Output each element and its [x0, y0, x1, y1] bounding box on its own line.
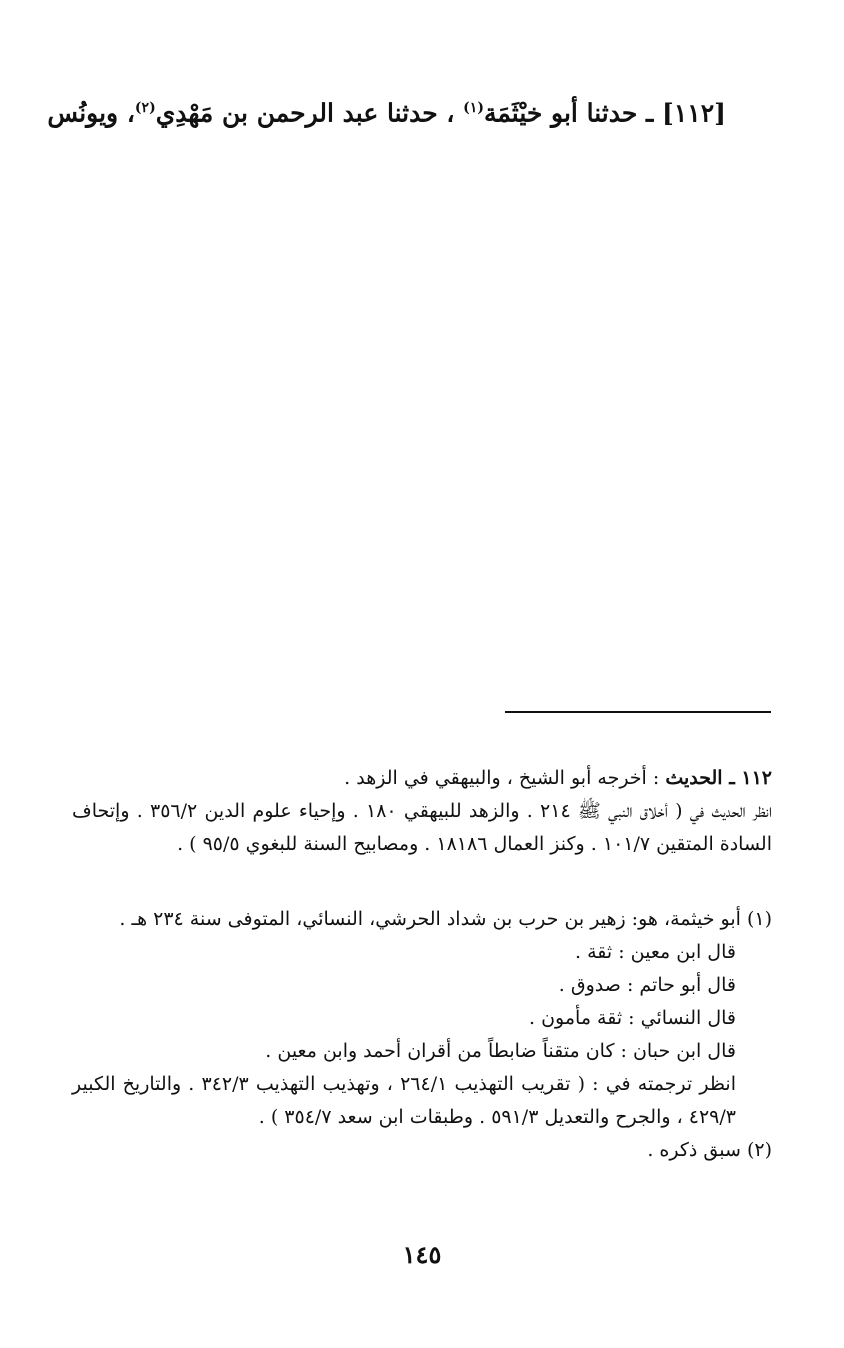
footnote-1-refs: انظر ترجمته في : ( تقريب التهذيب ٢٦٤/١ ، وتهذيب التهذيب ٣٤٢/٣ . والتاريخ الكبير ٤٢٩/٣ ، والجرح والتعديل ٥٩١/٣ . وطبقات ابن سعد ٣٥٤/٧ ) . — [72, 1073, 736, 1128]
footnote-1-quote: قال أبو حاتم : صدوق . — [558, 974, 736, 996]
page-number: ١٤٥ — [402, 1240, 442, 1269]
takhrij-heading-line — [72, 762, 772, 795]
takhrij-body: انظر الحديث في ( أخلاق النبي ﷺ ٢١٤ . والزهد للبيهقي ١٨٠ . وإحياء علوم الدين ٣٥٦/٢ . وإتحاف السادة المتقين ١٠١/٧ . وكنز العمال ١٨١٨٦ . ومصابيح السنة للبغوي ٩٥/٥ ) . — [72, 800, 772, 855]
chain-segment-1: حدثنا أبو خيْثَمَة — [483, 98, 638, 128]
hadith-chain-line — [47, 88, 726, 133]
footnote-divider — [505, 711, 771, 713]
footnote-ref-2[interactable]: (٢) — [134, 100, 156, 116]
takhrij-line1: : أخرجه أبو الشيخ ، والبيهقي في الزهد . — [344, 767, 660, 789]
footnote-1-quote: قال ابن حبان : كان متقناً ضابطاً من أقران أحمد وابن معين . — [265, 1040, 736, 1062]
footnote-ref-1[interactable]: (١) — [463, 100, 484, 116]
footnote-1-intro: (١) أبو خيثمة، هو: زهير بن حرب بن شداد الحرشي، النسائي، المتوفى سنة ٢٣٤ هـ . — [119, 908, 772, 930]
hadith-number: [١١٢] ـ — [646, 98, 726, 128]
footnote-1-quote: قال النسائي : ثقة مأمون . — [529, 1007, 736, 1029]
takhrij-head: ١١٢ ـ الحديث — [665, 767, 772, 789]
chain-segment-2: ، حدثنا عبد الرحمن بن مَهْدِي — [155, 98, 455, 128]
chain-segment-3: ، ويونُس — [47, 98, 135, 128]
footnote-1-quote: قال ابن معين : ثقة . — [575, 941, 736, 963]
footnotes-section — [72, 762, 772, 1167]
footnote-2: (٢) سبق ذكره . — [647, 1139, 772, 1161]
